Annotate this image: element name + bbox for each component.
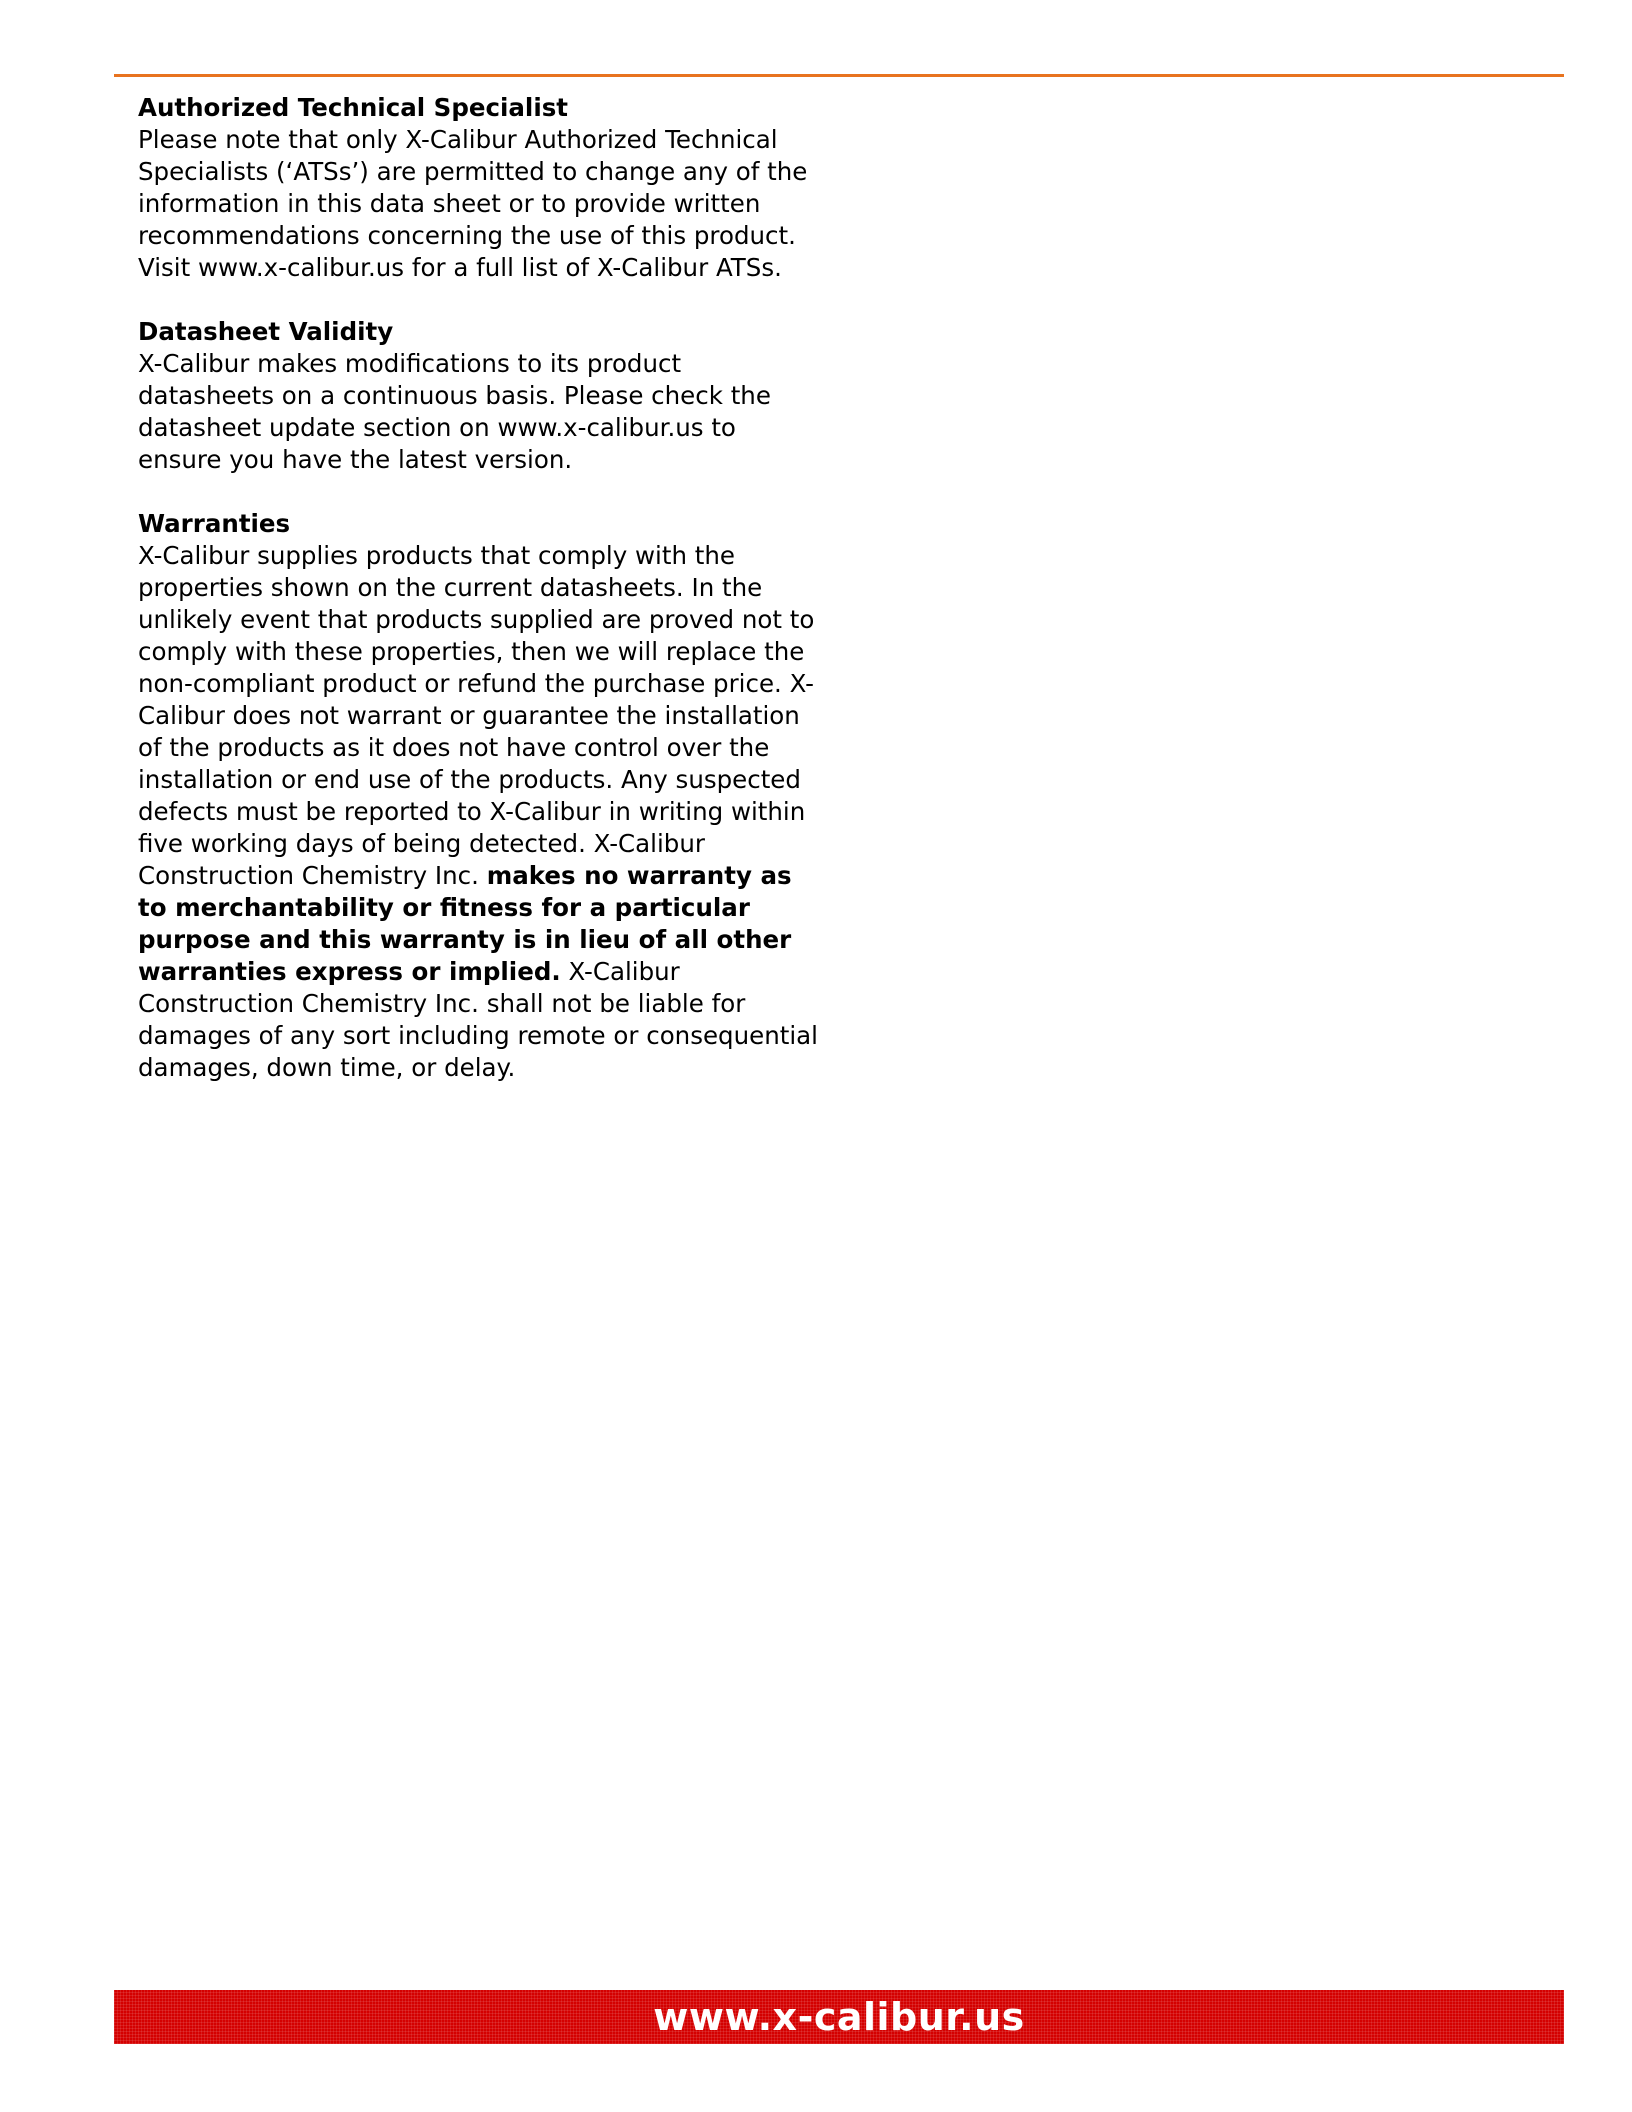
warranty-disclaimer-bold: makes no warranty as to merchantability or fitness for a particular purpose and this warranty is in lieu of all other warranties express or implied. xyxy=(138,861,792,986)
section-body xyxy=(138,540,818,1084)
footer-band xyxy=(114,1990,1564,2044)
section-body: X-Calibur makes modifications to its product datasheets on a continuous basis. Please check the datasheet update section on www.x-calibur.us to ensure you have the latest version. xyxy=(138,349,771,474)
footer-website-link[interactable]: www.x-calibur.us xyxy=(653,1995,1025,2039)
section-heading: Warranties xyxy=(138,509,291,538)
top-divider-rule xyxy=(114,74,1564,77)
section-heading: Authorized Technical Specialist xyxy=(138,93,569,122)
document-content xyxy=(138,92,818,1116)
warranty-text-part1: X-Calibur supplies products that comply with the properties shown on the current datasheets. In the unlikely event that products supplied are proved not to comply with these properties, then we will replace the non-compliant product or refund the purchase price. X-Calibur does not warrant or guarantee the installation of the products as it does not have control over the installation or end use of the products. Any suspected defects must be reported to X-Calibur in writing within five working days of being detected. X-Calibur Construction Chemistry Inc. xyxy=(138,541,815,890)
section-body: Please note that only X-Calibur Authorized Technical Specialists (‘ATSs’) are permitted to change any of the information in this data sheet or to provide written recommendations concerning the use of this product. Visit www.x-calibur.us for a full list of X-Calibur ATSs. xyxy=(138,125,808,282)
section-authorized-technical-specialist xyxy=(138,92,818,284)
warranty-text-part2: X-Calibur Construction Chemistry Inc. shall not be liable for damages of any sort including remote or consequential damages, down time, or delay. xyxy=(138,957,818,1082)
section-warranties xyxy=(138,508,818,1084)
section-heading: Datasheet Validity xyxy=(138,317,394,346)
section-datasheet-validity xyxy=(138,316,818,476)
